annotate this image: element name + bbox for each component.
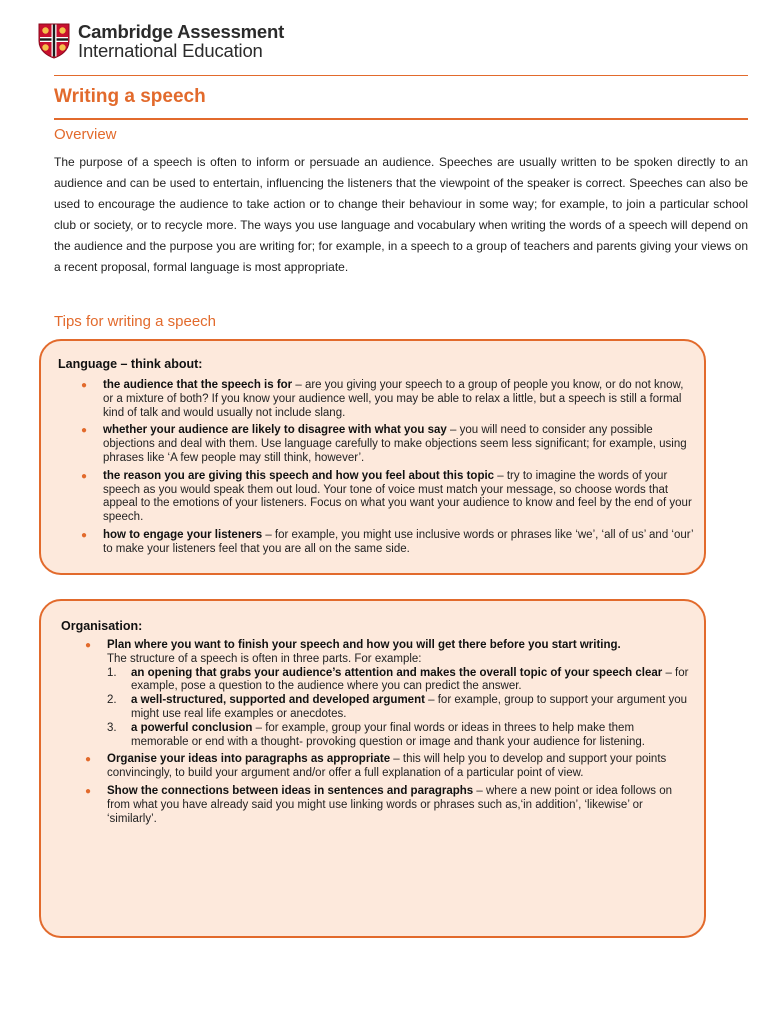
list-item: ● Organise your ideas into paragraphs as appropriate – this will help you to develop and support your points convincingly, to build your argument and/or offer a full explanation of a particular point of view. bbox=[85, 753, 667, 780]
bullet-icon: ● bbox=[81, 529, 88, 541]
bullet-icon: ● bbox=[81, 380, 88, 391]
list-item: ● how to engage your listeners – for example, you might use inclusive words or phrases like ‘we’, ‘all of us’ and ‘our’ to make your listeners feel that you are all on the same side. bbox=[81, 528, 694, 555]
step-item: 3. a powerful conclusion – for example, group your final words or ideas in threes to help make them memorable or end with a thought- provoking question or image and thank your audience for listening. bbox=[107, 721, 645, 748]
bullet-icon: ● bbox=[81, 470, 88, 482]
bullet-icon: ● bbox=[81, 425, 88, 437]
language-box bbox=[39, 339, 706, 575]
bullet-icon: ● bbox=[85, 640, 92, 651]
page-title: Writing a speech bbox=[54, 86, 206, 107]
tips-heading: Tips for writing a speech bbox=[54, 313, 217, 330]
cambridge-shield-icon bbox=[38, 23, 70, 59]
list-item: ● Show the connections between ideas in sentences and paragraphs – where a new point or idea follows on from what you have already said you might use linking words or phrases such as,‘in addition’, ‘likewise’ or ‘similarly’. bbox=[85, 784, 673, 825]
list-item: ● Plan where you want to finish your speech and how you will get there before you start writing. The structure of a speech is often in three parts. For example: 1. an opening that grabs your audience’s attention and makes the overall topic of your speech clear – for example, pose a question to the audience where you can predict the answer. 2. a well-structured, supported and developed argument – for example, group to support your argument you might use real life examples or anecdotes. 3. a powerful conclusion – for example, group your final words or ideas in threes to help make them memorable or end with a thought- provoking question or image and thank your audience for listening. bbox=[83, 639, 693, 749]
bullet-icon: ● bbox=[85, 754, 92, 766]
overview-heading: Overview bbox=[54, 126, 117, 143]
logo-line-2: International Education bbox=[78, 40, 263, 61]
cambridge-logo bbox=[38, 22, 284, 60]
list-item: ● the reason you are giving this speech and how you feel about this topic – try to imagine the words of your speech as you would speak them out loud. Your tone of voice must match your message, so choose words that appeal to the emotions of your listeners. Focus on what you want your audience to know and feel by the end of your speech. bbox=[81, 469, 692, 524]
logo-line-1: Cambridge Assessment bbox=[78, 21, 285, 42]
list-item: ● the audience that the speech is for – are you giving your speech to a group of people you know, or do not know, or a mixture of both? If you know your audience well, you may be able to relax a little, but a speech is still a formal kind of talk and would usually not include slang. bbox=[81, 379, 684, 419]
organisation-box bbox=[39, 599, 706, 938]
step-item: 1. an opening that grabs your audience’s attention and makes the overall topic of your speech clear – for example, pose a question to the audience where you can predict the answer. bbox=[107, 666, 689, 693]
step-item: 2. a well-structured, supported and developed argument – for example, group to support your argument you might use real life examples or anecdotes. bbox=[107, 694, 688, 720]
header-divider bbox=[54, 75, 748, 76]
bullet-icon: ● bbox=[85, 785, 92, 797]
title-divider bbox=[54, 118, 748, 120]
list-item: ● whether your audience are likely to disagree with what you say – you will need to consider any possible objections and deal with them. Use language carefully to make objections seem less significant; for example, using phrases like ‘A few people may still think, however’. bbox=[81, 424, 687, 464]
overview-paragraph: The purpose of a speech is often to inform or persuade an audience. Speeches are usually written to be spoken directly to an audience and can be used to entertain, influencing the listeners that the viewpoint of the speaker is correct. Speeches can also be used to encourage the audience to take action or to change their behaviour in some way; for example, to join a particular school club or society, or to recycle more. The ways you use language and vocabulary when writing the words of a speech will depend on the audience and the purpose you are writing for; for example, in a speech to a group of teachers and parents giving your views on a recent proposal, formal language is most appropriate. bbox=[54, 155, 748, 274]
organisation-box-title: Organisation: bbox=[61, 619, 143, 633]
language-box-title: Language – think about: bbox=[58, 357, 203, 371]
